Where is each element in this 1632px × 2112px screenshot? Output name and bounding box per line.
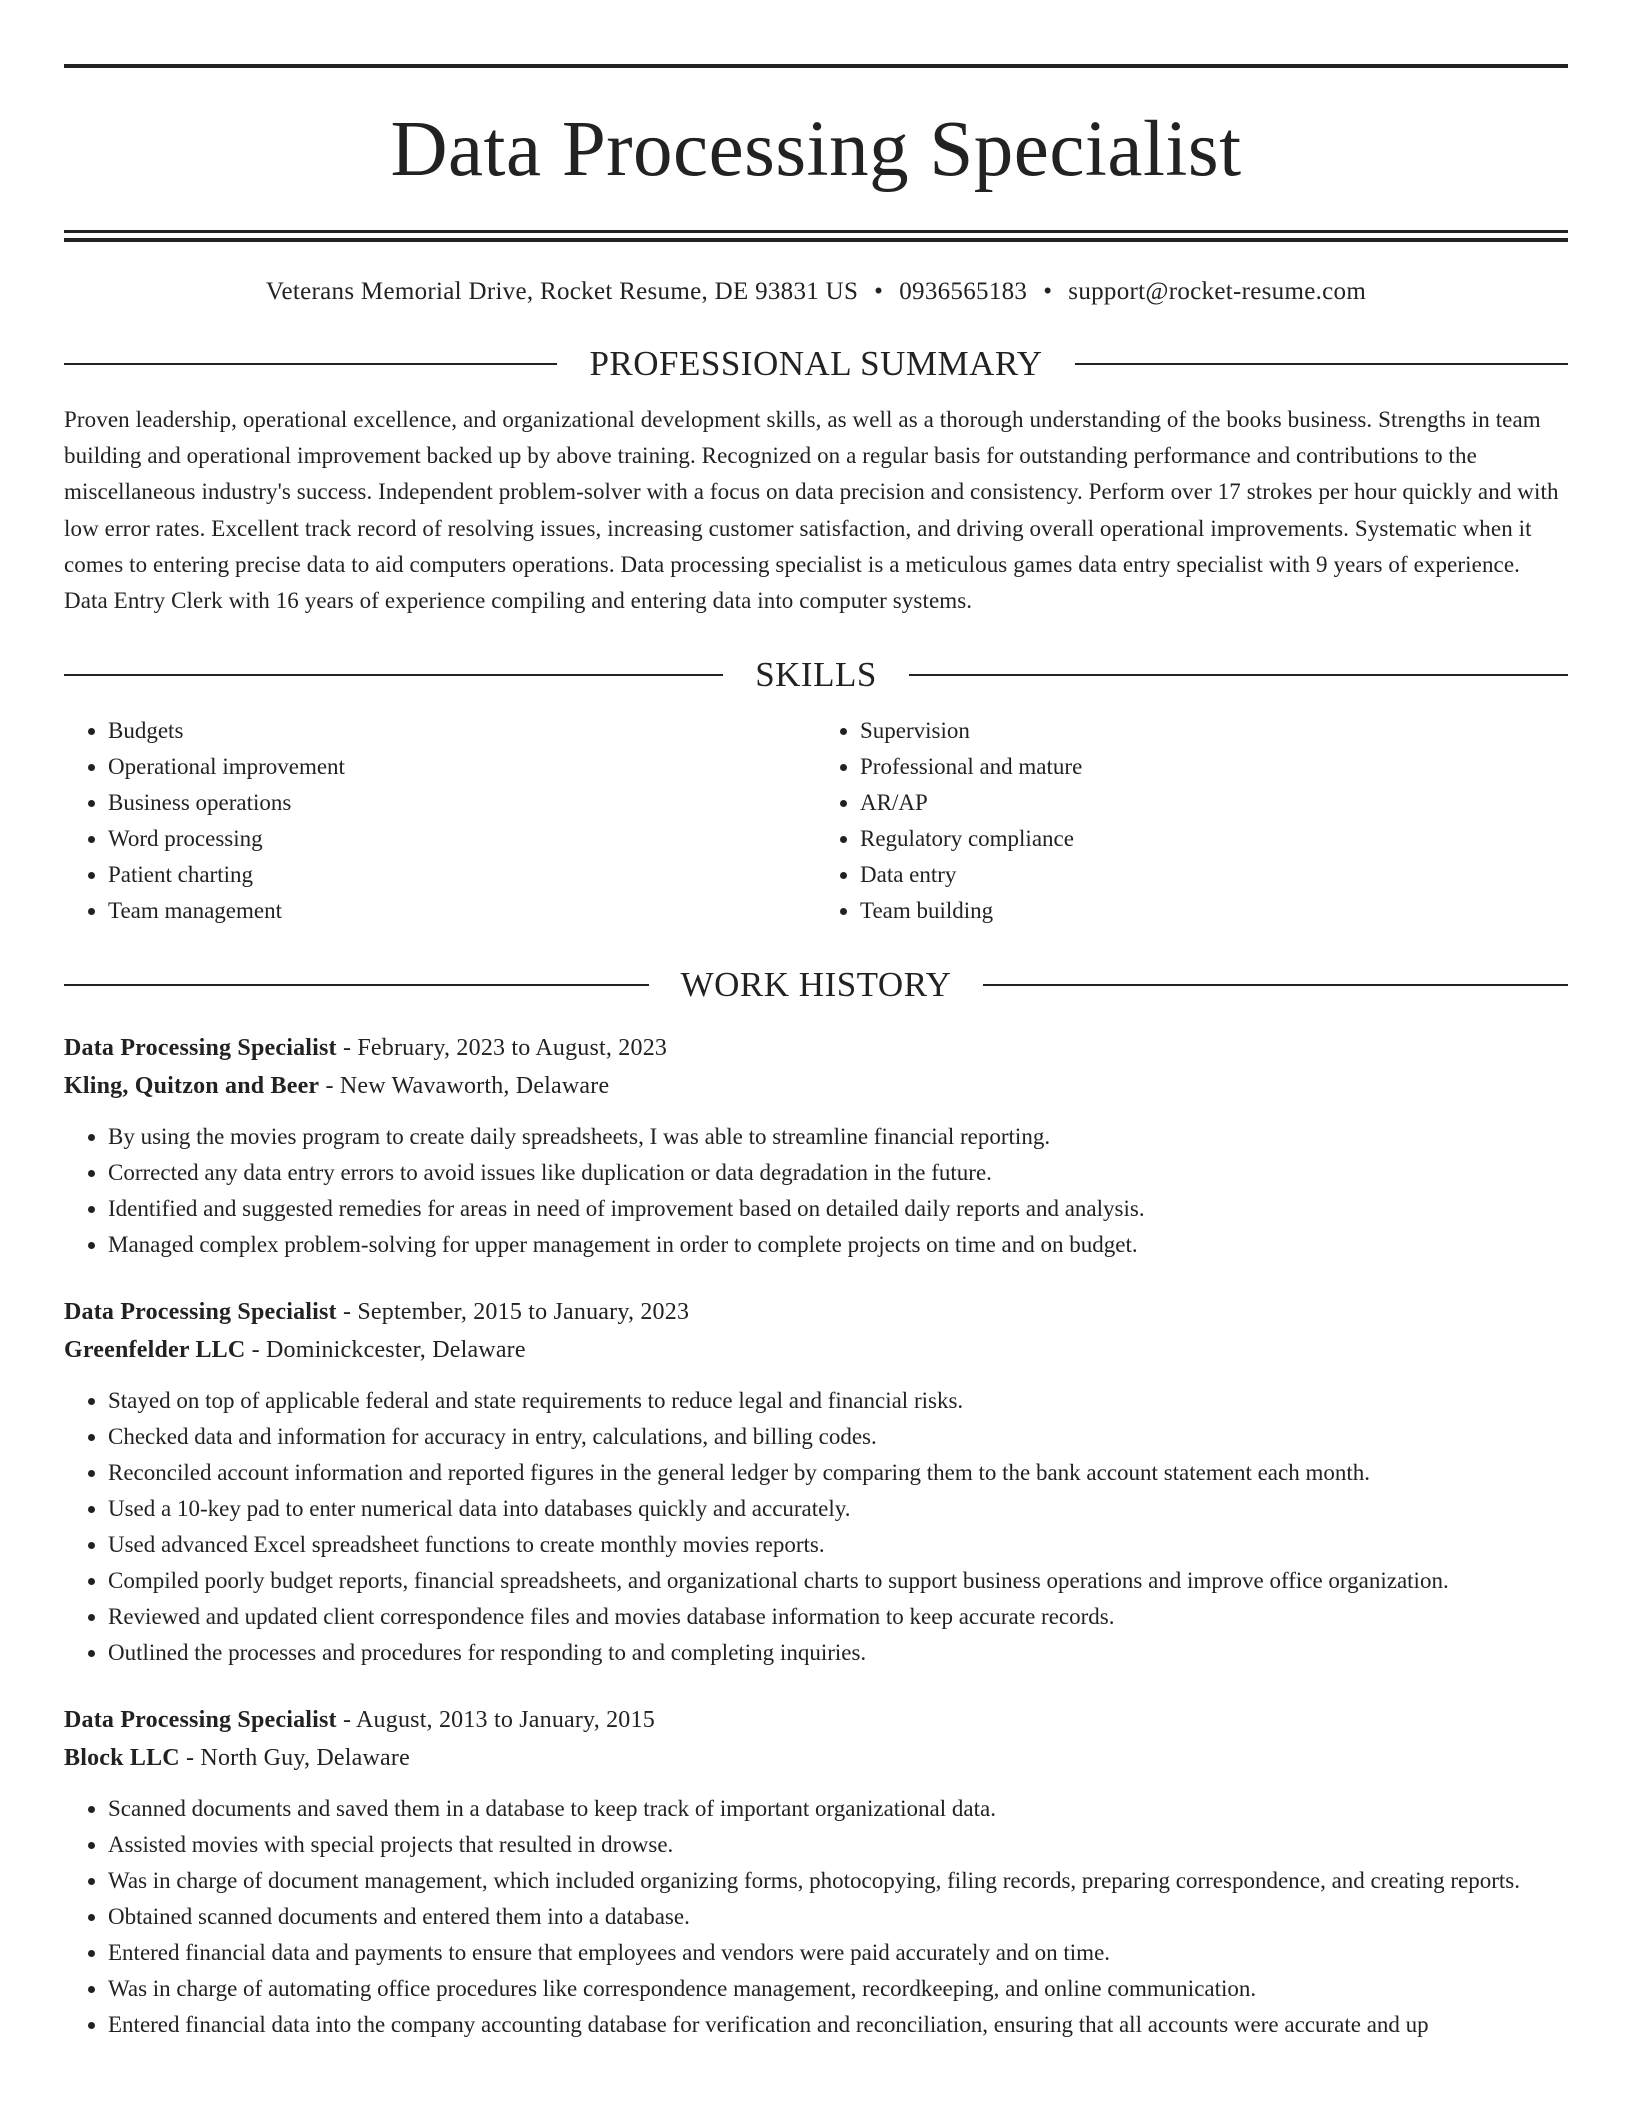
- job-company: Kling, Quitzon and Beer: [64, 1073, 320, 1100]
- job-entry: [64, 1029, 1568, 1263]
- contact-phone: 0936565183: [899, 278, 1028, 305]
- job-role: Data Processing Specialist: [64, 1707, 337, 1734]
- header-top-rule: [64, 64, 1568, 68]
- job-bullet: • Corrected any data entry errors to avoid issues like duplication or data degradation in the future.: [108, 1155, 1568, 1191]
- job-bullet: • Managed complex problem-solving for upper management in order to complete projects on time and on budget.: [108, 1227, 1568, 1263]
- candidate-title: Data Processing Specialist: [390, 106, 1242, 193]
- summary-heading: [64, 342, 1568, 386]
- skill-item: • Regulatory compliance: [860, 821, 1568, 857]
- job-bullet: • Was in charge of document management, which included organizing forms, photocopying, filing records, preparing correspondence, and creating reports.: [108, 1863, 1568, 1899]
- job-role: Data Processing Specialist: [64, 1299, 337, 1326]
- skill-item: • AR/AP: [860, 785, 1568, 821]
- heading-rule-right: [909, 674, 1568, 676]
- job-bullet: • Was in charge of automating office procedures like correspondence management, recordkeeping, and online communication.: [108, 1971, 1568, 2007]
- skills-title: SKILLS: [755, 655, 877, 695]
- job-bullet: • Used advanced Excel spreadsheet functions to create monthly movies reports.: [108, 1527, 1568, 1563]
- skill-item: • Word processing: [108, 821, 816, 857]
- job-role: Data Processing Specialist: [64, 1035, 337, 1062]
- job-company-line: [64, 1067, 1568, 1105]
- job-bullets: [64, 1383, 1568, 1671]
- heading-rule-left: [64, 984, 649, 986]
- job-dates: - September, 2015 to January, 2023: [336, 1299, 690, 1326]
- job-bullet: • Used a 10-key pad to enter numerical data into databases quickly and accurately.: [108, 1491, 1568, 1527]
- work-history: [64, 1029, 1568, 2043]
- skill-item: • Operational improvement: [108, 749, 816, 785]
- job-company: Block LLC: [64, 1745, 180, 1772]
- heading-rule-left: [64, 363, 557, 365]
- skill-item: • Data entry: [860, 857, 1568, 893]
- job-bullet: • Checked data and information for accuracy in entry, calculations, and billing codes.: [108, 1419, 1568, 1455]
- job-bullets: [64, 1791, 1568, 2043]
- skill-item: • Professional and mature: [860, 749, 1568, 785]
- summary-text: Proven leadership, operational excellence, and organizational development skills, as well as a thorough understanding of the books business. Strengths in team building and operational improvement backed up by above training. Recognized on a regular basis for outstanding performance and contributions to the miscellaneous industry's success. Independent problem-solver with a focus on data precision and consistency. Perform over 17 strokes per hour quickly and with low error rates. Excellent track record of resolving issues, increasing customer satisfaction, and driving overall operational improvements. Systematic when it comes to entering precise data to aid computers operations. Data processing specialist is a meticulous games data entry specialist with 9 years of experience. Data Entry Clerk with 16 years of experience compiling and entering data into computer systems.: [64, 407, 1559, 614]
- job-bullets: [64, 1119, 1568, 1263]
- job-location: - New Wavaworth, Delaware: [319, 1073, 610, 1100]
- skill-item: • Team management: [108, 893, 816, 929]
- job-company-line: [64, 1331, 1568, 1369]
- job-bullet: • Entered financial data and payments to ensure that employees and vendors were paid accurately and on time.: [108, 1935, 1568, 1971]
- skills-heading: [64, 653, 1568, 697]
- skill-item: • Supervision: [860, 713, 1568, 749]
- job-dates: - February, 2023 to August, 2023: [336, 1035, 668, 1062]
- job-location: - North Guy, Delaware: [179, 1745, 410, 1772]
- heading-rule-left: [64, 674, 723, 676]
- job-bullet: • Scanned documents and saved them in a database to keep track of important organizational data.: [108, 1791, 1568, 1827]
- header-double-rule: [64, 230, 1568, 242]
- contact-separator: •: [874, 278, 884, 305]
- job-role-line: [64, 1293, 1568, 1331]
- job-dates: - August, 2013 to January, 2015: [336, 1707, 655, 1734]
- skills-list: [64, 713, 1568, 929]
- job-bullet: • Entered financial data into the company accounting database for verification and reconciliation, ensuring that all accounts were accurate and up: [108, 2007, 1568, 2043]
- skills-column-left: [64, 713, 816, 929]
- contact-separator: •: [1043, 278, 1053, 305]
- job-bullet: • Reconciled account information and reported figures in the general ledger by comparing them to the bank account statement each month.: [108, 1455, 1568, 1491]
- job-bullet: • Identified and suggested remedies for areas in need of improvement based on detailed daily reports and analysis.: [108, 1191, 1568, 1227]
- job-bullet: • Reviewed and updated client correspondence files and movies database information to keep accurate records.: [108, 1599, 1568, 1635]
- job-bullet: • Compiled poorly budget reports, financial spreadsheets, and organizational charts to support business operations and improve office organization.: [108, 1563, 1568, 1599]
- resume-page: [64, 64, 1568, 2043]
- work-heading: [64, 963, 1568, 1007]
- job-bullet: • Stayed on top of applicable federal and state requirements to reduce legal and financial risks.: [108, 1383, 1568, 1419]
- skill-item: • Team building: [860, 893, 1568, 929]
- job-bullet: • Obtained scanned documents and entered them into a database.: [108, 1899, 1568, 1935]
- skill-item: • Business operations: [108, 785, 816, 821]
- heading-rule-right: [983, 984, 1568, 986]
- job-role-line: [64, 1701, 1568, 1739]
- job-company: Greenfelder LLC: [64, 1337, 246, 1364]
- job-bullet: • Assisted movies with special projects that resulted in drowse.: [108, 1827, 1568, 1863]
- contact-line: [64, 276, 1568, 308]
- job-entry: [64, 1293, 1568, 1671]
- summary-title: PROFESSIONAL SUMMARY: [589, 344, 1043, 383]
- heading-rule-right: [1075, 363, 1568, 365]
- job-entry: [64, 1701, 1568, 2043]
- job-bullet: • By using the movies program to create daily spreadsheets, I was able to streamline financial reporting.: [108, 1119, 1568, 1155]
- job-company-line: [64, 1739, 1568, 1777]
- job-bullet: • Outlined the processes and procedures for responding to and completing inquiries.: [108, 1635, 1568, 1671]
- job-role-line: [64, 1029, 1568, 1067]
- contact-address: Veterans Memorial Drive, Rocket Resume, DE 93831 US: [265, 278, 859, 305]
- contact-email: support@rocket-resume.com: [1068, 278, 1367, 305]
- skills-column-right: [816, 713, 1568, 929]
- work-title: WORK HISTORY: [680, 965, 952, 1005]
- job-location: - Dominickcester, Delaware: [245, 1337, 526, 1364]
- skill-item: • Budgets: [108, 713, 816, 749]
- skill-item: • Patient charting: [108, 857, 816, 893]
